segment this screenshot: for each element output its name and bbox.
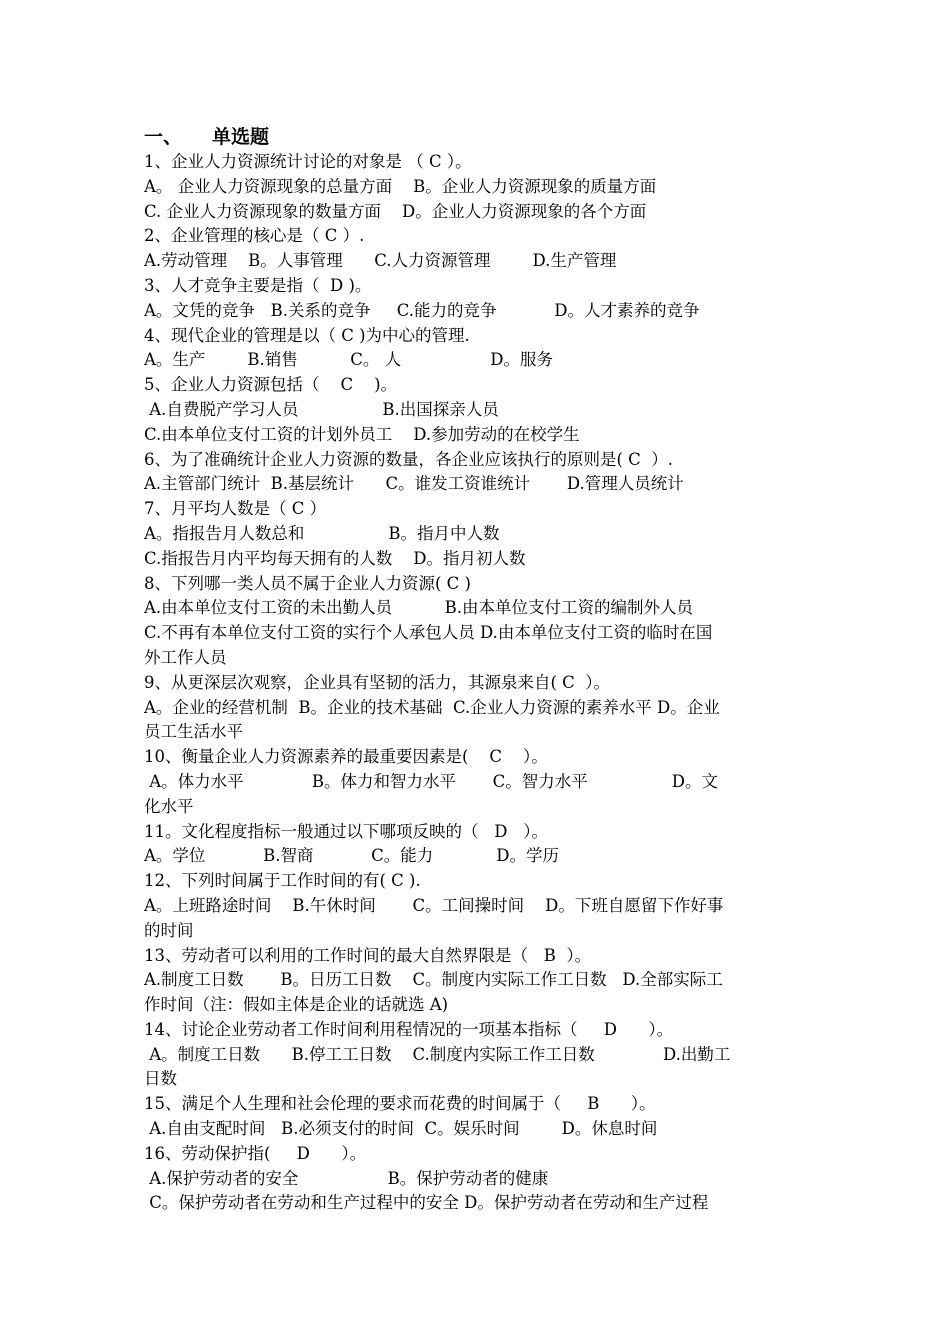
text-line: A。 企业人力资源现象的总量方面 B。企业人力资源现象的质量方面 [144, 176, 657, 196]
text-line: A。上班路途时间 B.午休时间 C。工间操时间 D。下班自愿留下作好事 [144, 895, 724, 915]
text-line: 6、为了准确统计企业人力资源的数量，各企业应该执行的原则是( C ）. [144, 449, 674, 469]
text-line: 2、企业管理的核心是（ C ）. [144, 226, 365, 246]
text-line: 外工作人员 [144, 647, 227, 667]
text-line: A.自由支配时间 B.必须支付的时间 C。娱乐时间 D。休息时间 [144, 1119, 658, 1139]
text-line: C。保护劳动者在劳动和生产过程中的安全 D。保护劳动者在劳动和生产过程 [144, 1193, 709, 1213]
section-number: 一、 [144, 126, 183, 148]
text-line: A。体力水平 B。体力和智力水平 C。智力水平 D。文 [144, 771, 718, 791]
text-line: A.劳动管理 B。人事管理 C.人力资源管理 D.生产管理 [144, 251, 617, 271]
text-line: C.由本单位支付工资的计划外员工 D.参加劳动的在校学生 [144, 424, 580, 444]
text-line: 10、衡量企业人力资源素养的最重要因素是( C ）。 [144, 747, 548, 767]
text-line: 的时间 [144, 920, 194, 940]
text-line: A。指报告月人数总和 B。指月中人数 [144, 523, 500, 543]
text-line: A。制度工日数 B.停工工日数 C.制度内实际工作工日数 D.出勤工 [144, 1044, 731, 1064]
text-line: 15、满足个人生理和社会伦理的要求而花费的时间属于（ B ）。 [144, 1094, 656, 1114]
text-line: C.指报告月内平均每天拥有的人数 D。指月初人数 [144, 548, 526, 568]
section-title: 单选题 [212, 126, 270, 148]
text-line: 14、讨论企业劳动者工作时间利用程情况的一项基本指标（ D ）。 [144, 1019, 674, 1039]
text-line: A。生产 B.销售 C。 人 D。服务 [144, 350, 553, 370]
text-line: 8、下列哪一类人员不属于企业人力资源( C ) [144, 573, 471, 593]
text-line: 7、月平均人数是（ C ） [144, 499, 327, 519]
text-line: 作时间（注：假如主体是企业的话就选 A) [144, 995, 449, 1015]
text-line: 13、劳动者可以利用的工作时间的最大自然界限是（ B ）。 [144, 945, 592, 965]
question-list [144, 150, 808, 1216]
text-line: 日数 [144, 1069, 177, 1089]
text-line: 11。文化程度指标一般通过以下哪项反映的（ D ）。 [144, 821, 548, 841]
text-line: A。学位 B.智商 C。能力 D。学历 [144, 846, 559, 866]
text-line: A.制度工日数 B。日历工日数 C。制度内实际工作工日数 D.全部实际工 [144, 970, 723, 990]
text-line: 员工生活水平 [144, 722, 243, 742]
text-line: C.不再有本单位支付工资的实行个人承包人员 D.由本单位支付工资的临时在国 [144, 623, 713, 643]
text-line: 4、现代企业的管理是以（ C )为中心的管理. [144, 325, 470, 345]
text-line: 16、劳动保护指( D ）。 [144, 1143, 367, 1163]
text-line: 3、人才竞争主要是指（ D )。 [144, 275, 372, 295]
text-line: A.主管部门统计 B.基层统计 C。谁发工资谁统计 D.管理人员统计 [144, 474, 684, 494]
text-line: A。企业的经营机制 B。企业的技术基础 C.企业人力资源的素养水平 D。企业 [144, 697, 720, 717]
text-line: 1、企业人力资源统计讨论的对象是 （ C ）。 [144, 152, 472, 171]
section-heading [144, 124, 808, 150]
text-line: A.由本单位支付工资的未出勤人员 B.由本单位支付工资的编制外人员 [144, 598, 693, 618]
text-line: A.保护劳动者的安全 B。保护劳动者的健康 [144, 1168, 549, 1188]
text-line: 化水平 [144, 796, 194, 816]
text-line: A.自费脱产学习人员 B.出国探亲人员 [144, 399, 499, 419]
text-line: C. 企业人力资源现象的数量方面 D。企业人力资源现象的各个方面 [144, 201, 647, 221]
text-line: 9、从更深层次观察，企业具有坚韧的活力，其源泉来自( C ）。 [144, 672, 611, 692]
document-body [144, 124, 808, 1216]
text-line: 5、企业人力资源包括（ C )。 [144, 375, 398, 395]
text-line: 12、下列时间属于工作时间的有( C ). [144, 871, 421, 891]
text-line: A。文凭的竞争 B.关系的竞争 C.能力的竞争 D。人才素养的竞争 [144, 300, 700, 320]
